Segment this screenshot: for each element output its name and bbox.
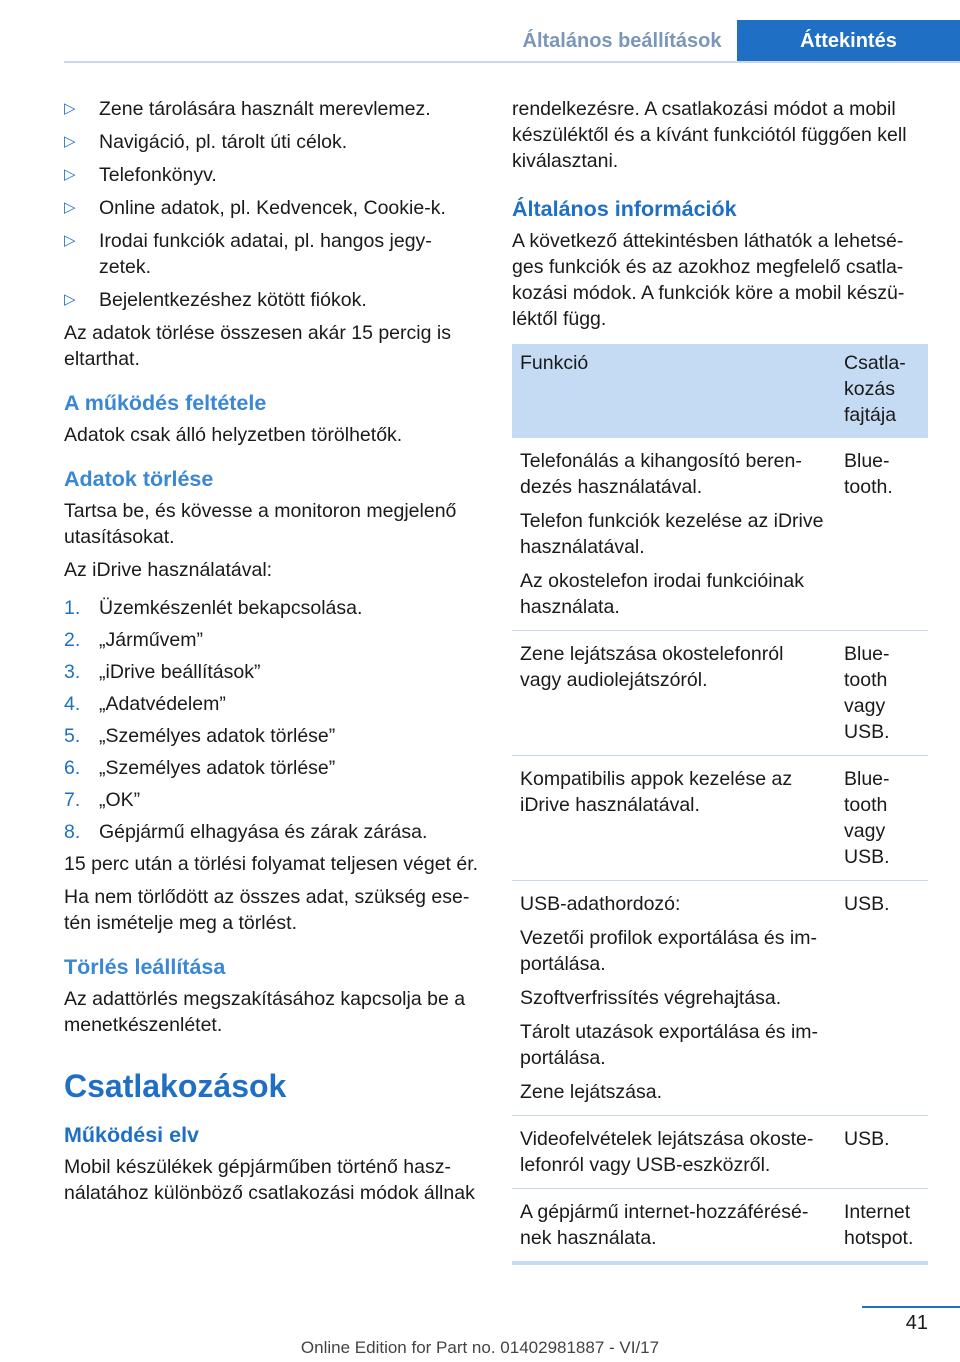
edition-footer: Online Edition for Part no. 01402981887 - VI/17 bbox=[300, 1338, 660, 1357]
step-item: 3. „iDrive beállítások” bbox=[64, 661, 261, 683]
continuation-paragraph: rendelkezésre. A csatlakozási módot a mobil készüléktől és a kívánt funkciótól függően kell kiválasztani. bbox=[512, 98, 907, 172]
table-header-row bbox=[512, 344, 928, 438]
table-row: Videofelvételek lejátszása okoste-lefonról vagy USB-eszközről. USB. bbox=[512, 1116, 928, 1189]
step-item: 6. „Személyes adatok törlése” bbox=[64, 757, 336, 779]
header-divider bbox=[64, 61, 960, 63]
list-item: ▷ Online adatok, pl. Kedvencek, Cookie-k. bbox=[64, 197, 446, 219]
step-item: 4. „Adatvédelem” bbox=[64, 693, 226, 715]
page-number: 41 bbox=[905, 1312, 928, 1334]
page-header bbox=[0, 0, 960, 62]
duration-paragraph: Az adatok törlése összesen akár 15 percig is eltarthat. bbox=[64, 322, 451, 370]
general-info-paragraph: A következő áttekintésben láthatók a lehetsé-ges funkciók és az azokhoz megfelelő csatla-kozási módok. A funkciók köre a mobil készü-léktől függ. bbox=[512, 230, 905, 330]
idrive-paragraph: Az iDrive használatával: bbox=[64, 559, 273, 581]
triangle-bullet-icon: ▷ bbox=[64, 166, 76, 183]
triangle-bullet-icon: ▷ bbox=[64, 199, 76, 216]
principle-paragraph: Mobil készülékek gépjárműben történő hasz-nálatához különböző csatlakozási módok állnak bbox=[64, 1156, 475, 1204]
step-item: 1. Üzemkészenlét bekapcsolása. bbox=[64, 597, 363, 619]
step-item: 5. „Személyes adatok törlése” bbox=[64, 725, 336, 747]
condition-heading: A működés feltétele bbox=[64, 391, 267, 415]
table-row: Kompatibilis appok kezelése az iDrive használatával. Blue-tooth vagy USB. bbox=[512, 756, 928, 881]
column-header-function: Funkció bbox=[512, 344, 836, 438]
cancel-heading: Törlés leállítása bbox=[64, 955, 226, 979]
list-item: ▷ Bejelentkezéshez kötött fiókok. bbox=[64, 289, 367, 311]
triangle-bullet-icon: ▷ bbox=[64, 291, 76, 308]
list-item: ▷ Irodai funkciók adatai, pl. hangos jegy-zetek. bbox=[64, 230, 432, 278]
table-row: USB-adathordozó: Vezetői profilok exportálása és im-portálása. Szoftverfrissítés végrehajtása. Tárolt utazások exportálása és im-portálása. Zene lejátszása. USB. bbox=[512, 881, 928, 1116]
list-item: ▷ Zene tárolására használt merevlemez. bbox=[64, 98, 431, 120]
right-column bbox=[512, 96, 928, 1265]
chapter-tab: Áttekintés bbox=[737, 20, 960, 62]
table-row: Zene lejátszása okostelefonról vagy audiolejátszóról. Blue-tooth vagy USB. bbox=[512, 631, 928, 756]
notall-paragraph: Ha nem törlődött az összes adat, szükség ese-tén ismételje meg a törlést. bbox=[64, 886, 470, 934]
triangle-bullet-icon: ▷ bbox=[64, 232, 76, 249]
principle-heading: Működési elv bbox=[64, 1123, 200, 1147]
triangle-bullet-icon: ▷ bbox=[64, 133, 76, 150]
step-item: 2. „Járművem” bbox=[64, 629, 204, 651]
connections-heading: Csatlakozások bbox=[64, 1068, 287, 1104]
list-item: ▷ Telefonkönyv. bbox=[64, 164, 217, 186]
general-info-heading: Általános információk bbox=[512, 197, 737, 221]
function-table bbox=[512, 344, 928, 1265]
column-header-connection: Csatla-kozás fajtája bbox=[836, 344, 928, 438]
footer-divider bbox=[862, 1306, 960, 1308]
table-row: Telefonálás a kihangosító beren-dezés használatával. Telefon funkciók kezelése az iDrive használatával. Az okostelefon irodai funkcióinak használata. Blue-tooth. bbox=[512, 438, 928, 631]
list-item: ▷ Navigáció, pl. tárolt úti célok. bbox=[64, 131, 348, 153]
section-title: Általános beállítások bbox=[522, 30, 722, 52]
cancel-paragraph: Az adattörlés megszakításához kapcsolja be a menetkészenlétet. bbox=[64, 988, 466, 1036]
left-column bbox=[64, 96, 480, 1213]
delete-heading: Adatok törlése bbox=[64, 467, 214, 491]
after15-paragraph: 15 perc után a törlési folyamat teljesen véget ér. bbox=[64, 853, 479, 875]
table-row: A gépjármű internet-hozzáférésé-nek használata. Internet hotspot. bbox=[512, 1189, 928, 1264]
step-item: 8. Gépjármű elhagyása és zárak zárása. bbox=[64, 821, 428, 843]
condition-paragraph: Adatok csak álló helyzetben törölhetők. bbox=[64, 424, 403, 446]
triangle-bullet-icon: ▷ bbox=[64, 100, 76, 117]
step-item: 7. „OK” bbox=[64, 789, 141, 811]
delete-paragraph: Tartsa be, és kövesse a monitoron megjelenő utasításokat. bbox=[64, 500, 457, 548]
